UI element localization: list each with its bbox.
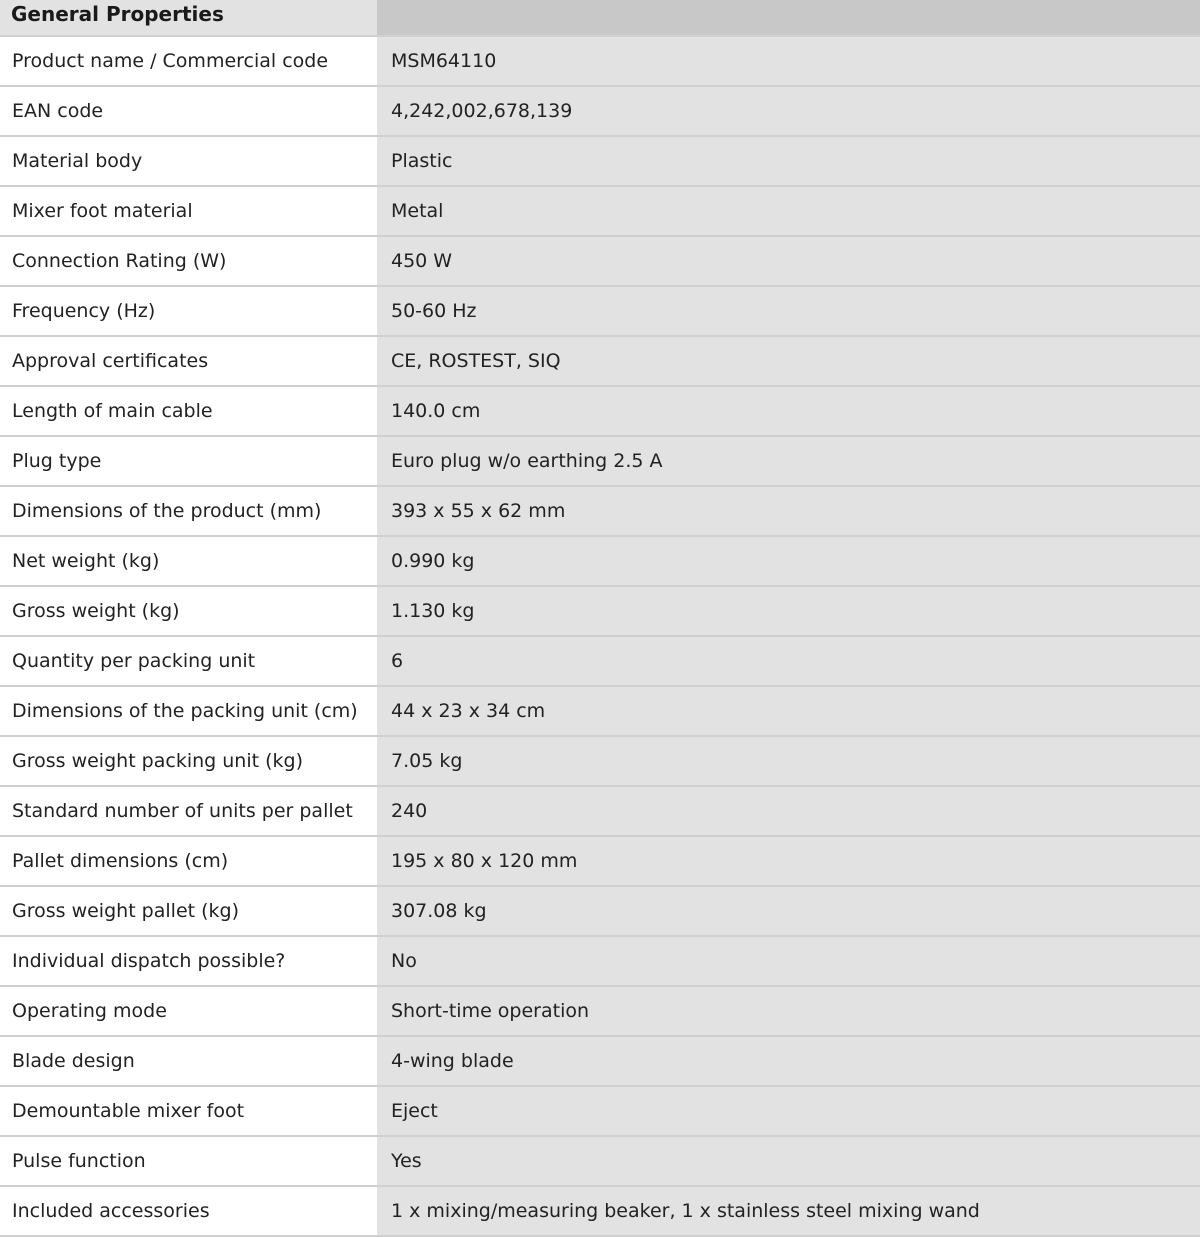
table-body — [0, 37, 1200, 1237]
row-value: 4-wing blade — [377, 1037, 1200, 1085]
row-label: Gross weight (kg) — [0, 587, 377, 635]
row-value: 44 x 23 x 34 cm — [377, 687, 1200, 735]
table-row — [0, 1037, 1200, 1087]
row-value: 450 W — [377, 237, 1200, 285]
table-row — [0, 87, 1200, 137]
table-row — [0, 637, 1200, 687]
row-value: No — [377, 937, 1200, 985]
row-label: Included accessories — [0, 1187, 377, 1235]
table-row — [0, 237, 1200, 287]
row-label: Pallet dimensions (cm) — [0, 837, 377, 885]
table-row — [0, 787, 1200, 837]
row-label: Demountable mixer foot — [0, 1087, 377, 1135]
row-label: Plug type — [0, 437, 377, 485]
row-value: Metal — [377, 187, 1200, 235]
row-value: Short-time operation — [377, 987, 1200, 1035]
row-value: 1 x mixing/measuring beaker, 1 x stainless steel mixing wand — [377, 1187, 1200, 1235]
row-value: 6 — [377, 637, 1200, 685]
table-row — [0, 337, 1200, 387]
row-value: Plastic — [377, 137, 1200, 185]
row-label: Dimensions of the product (mm) — [0, 487, 377, 535]
table-row — [0, 887, 1200, 937]
table-row — [0, 537, 1200, 587]
table-row — [0, 587, 1200, 637]
row-label: Gross weight packing unit (kg) — [0, 737, 377, 785]
table-row — [0, 37, 1200, 87]
row-label: Approval certificates — [0, 337, 377, 385]
row-value: Euro plug w/o earthing 2.5 A — [377, 437, 1200, 485]
table-row — [0, 187, 1200, 237]
table-row — [0, 1187, 1200, 1237]
table-row — [0, 487, 1200, 537]
row-value: 307.08 kg — [377, 887, 1200, 935]
row-label: Frequency (Hz) — [0, 287, 377, 335]
row-value: 195 x 80 x 120 mm — [377, 837, 1200, 885]
row-label: Pulse function — [0, 1137, 377, 1185]
row-value: Yes — [377, 1137, 1200, 1185]
row-value: Eject — [377, 1087, 1200, 1135]
row-label: EAN code — [0, 87, 377, 135]
row-label: Dimensions of the packing unit (cm) — [0, 687, 377, 735]
row-label: Blade design — [0, 1037, 377, 1085]
row-label: Mixer foot material — [0, 187, 377, 235]
row-value: 50-60 Hz — [377, 287, 1200, 335]
row-label: Net weight (kg) — [0, 537, 377, 585]
row-value: 1.130 kg — [377, 587, 1200, 635]
table-row — [0, 437, 1200, 487]
table-row — [0, 137, 1200, 187]
section-heading: General Properties — [0, 0, 377, 35]
table-row — [0, 387, 1200, 437]
table-row — [0, 937, 1200, 987]
table-row — [0, 1137, 1200, 1187]
row-label: Gross weight pallet (kg) — [0, 887, 377, 935]
table-header-row — [0, 0, 1200, 37]
row-label: Operating mode — [0, 987, 377, 1035]
row-label: Material body — [0, 137, 377, 185]
row-value: CE, ROSTEST, SIQ — [377, 337, 1200, 385]
row-value: 7.05 kg — [377, 737, 1200, 785]
row-value: 240 — [377, 787, 1200, 835]
row-label: Standard number of units per pallet — [0, 787, 377, 835]
table-row — [0, 837, 1200, 887]
row-label: Quantity per packing unit — [0, 637, 377, 685]
table-row — [0, 687, 1200, 737]
row-value: MSM64110 — [377, 37, 1200, 85]
row-value: 0.990 kg — [377, 537, 1200, 585]
header-filler — [377, 0, 1200, 35]
row-value: 4,242,002,678,139 — [377, 87, 1200, 135]
table-row — [0, 987, 1200, 1037]
table-row — [0, 287, 1200, 337]
row-value: 393 x 55 x 62 mm — [377, 487, 1200, 535]
row-label: Product name / Commercial code — [0, 37, 377, 85]
row-label: Individual dispatch possible? — [0, 937, 377, 985]
table-row — [0, 1087, 1200, 1137]
row-value: 140.0 cm — [377, 387, 1200, 435]
table-row — [0, 737, 1200, 787]
row-label: Connection Rating (W) — [0, 237, 377, 285]
row-label: Length of main cable — [0, 387, 377, 435]
